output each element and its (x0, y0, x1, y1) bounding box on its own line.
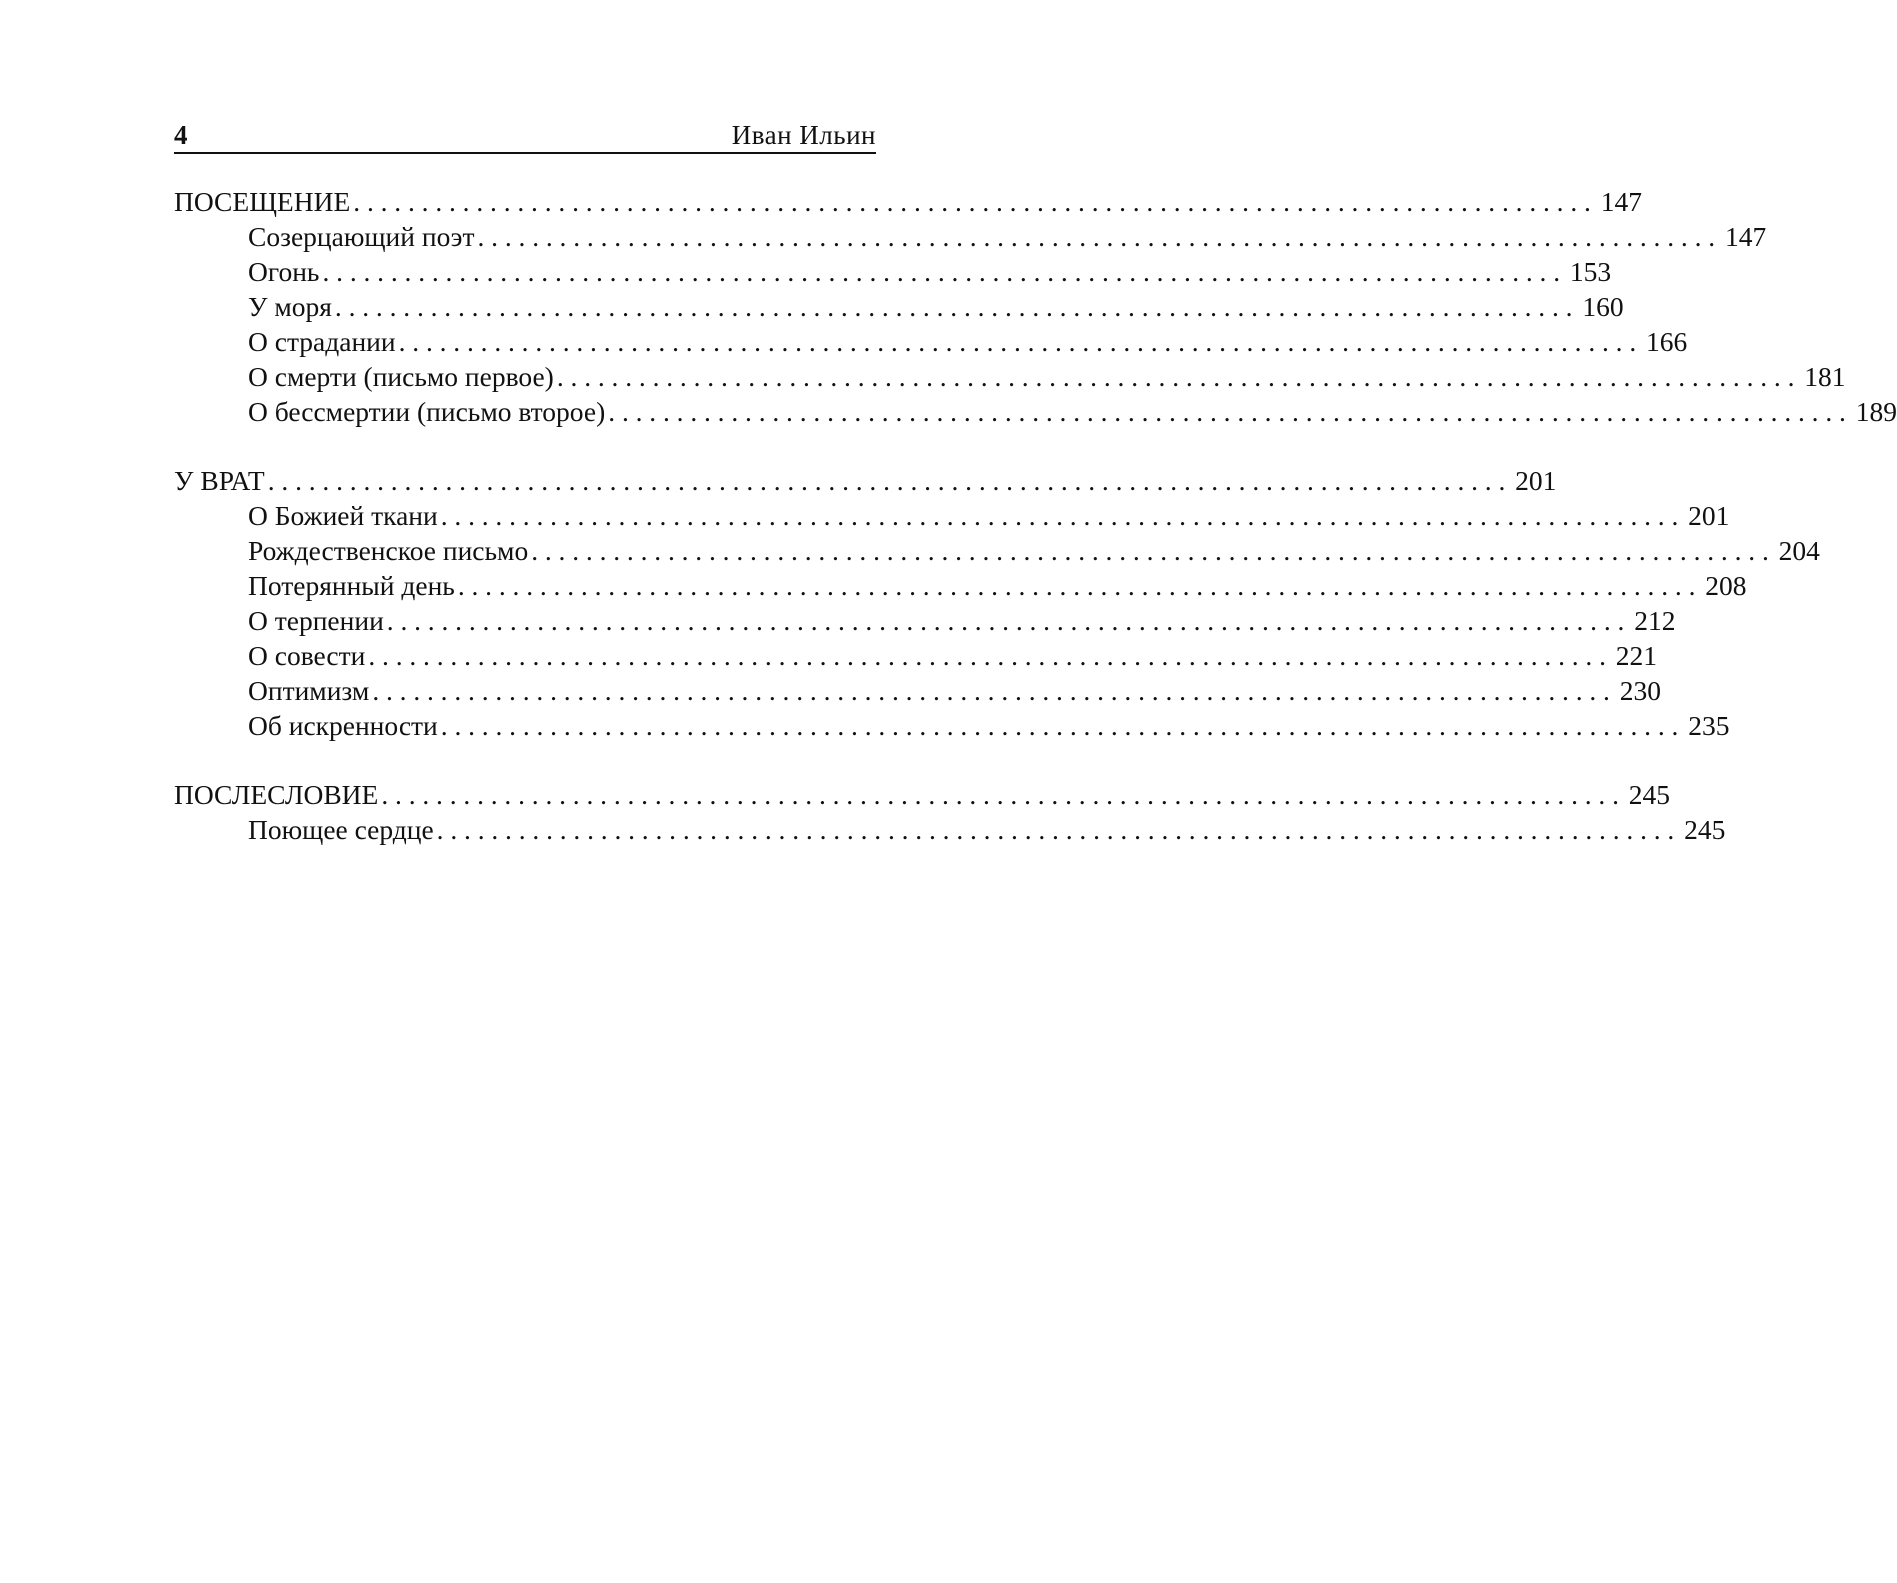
toc-entry-title: Созерцающий поэт (248, 221, 475, 252)
toc-entry (174, 359, 1846, 394)
toc-entry-title: У моря (248, 291, 332, 322)
toc-entry (174, 289, 1624, 324)
toc-entry-page: 204 (1778, 535, 1820, 566)
toc-entry (174, 394, 1897, 429)
toc-entry-title: У ВРАТ (174, 465, 265, 496)
dot-leader: ........................................................................................... (267, 465, 1513, 496)
toc-entry-title: О смерти (письмо первое) (248, 361, 554, 392)
toc-section (174, 463, 1820, 743)
toc-section-heading (174, 777, 1671, 812)
dot-leader: ........................................................................................... (334, 291, 1580, 322)
dot-leader: ........................................................................................... (556, 361, 1802, 392)
toc-entry-page: 245 (1684, 814, 1726, 845)
toc-entry-page: 201 (1515, 465, 1557, 496)
toc-entry-title: ПОСЛЕСЛОВИЕ (174, 779, 379, 810)
toc-entry-page: 201 (1688, 500, 1730, 531)
dot-leader: ........................................................................................... (353, 186, 1598, 217)
page-header (174, 112, 876, 154)
toc-section (174, 777, 1726, 847)
dot-leader: ........................................................................................... (368, 640, 1613, 671)
toc-entry-title: Огонь (248, 256, 320, 287)
toc-entry-title: О бессмертии (письмо второе) (248, 396, 606, 427)
toc-entry (174, 673, 1661, 708)
dot-leader: ........................................................................................... (436, 814, 1682, 845)
toc-entry-title: О страдании (248, 326, 396, 357)
toc-entry-page: 147 (1724, 221, 1767, 252)
toc-entry-page: 212 (1634, 605, 1676, 636)
dot-leader: ........................................................................................... (531, 535, 1776, 566)
toc-entry-title: Рождественское письмо (248, 535, 529, 566)
toc-entry (174, 254, 1612, 289)
toc-entry-page: 166 (1646, 326, 1688, 357)
toc-entry (174, 533, 1820, 568)
dot-leader: ........................................................................................... (440, 500, 1686, 531)
toc-entry-page: 160 (1582, 291, 1624, 322)
toc-entry-page: 147 (1600, 186, 1642, 217)
toc-entry-title: О совести (248, 640, 366, 671)
toc-entry-page: 208 (1705, 570, 1747, 601)
toc-entry-title: Об искренности (248, 710, 438, 741)
toc-entry (174, 812, 1726, 847)
page-number: 4 (174, 120, 188, 150)
toc-section-heading (174, 184, 1642, 219)
toc-entry-title: Потерянный день (248, 570, 455, 601)
dot-leader: ........................................................................................... (372, 675, 1617, 706)
toc-entry-page: 221 (1615, 640, 1658, 671)
dot-leader: ........................................................................................... (386, 605, 1632, 636)
toc-entry (174, 568, 1747, 603)
toc-entry-title: Поющее сердце (248, 814, 434, 845)
dot-leader: ........................................................................................... (457, 570, 1703, 601)
toc-entry-page: 153 (1569, 256, 1612, 287)
toc-entry-page: 235 (1688, 710, 1730, 741)
table-of-contents (174, 184, 1897, 881)
toc-entry (174, 603, 1676, 638)
toc-entry (174, 324, 1688, 359)
dot-leader: ........................................................................................... (477, 221, 1722, 252)
toc-section-heading (174, 463, 1557, 498)
dot-leader: ........................................................................................... (381, 779, 1626, 810)
toc-entry-title: О терпении (248, 605, 384, 636)
toc-section (174, 184, 1897, 429)
toc-entry-title: О Божией ткани (248, 500, 438, 531)
toc-entry (174, 708, 1730, 743)
toc-entry-page: 181 (1804, 361, 1846, 392)
toc-entry-title: ПОСЕЩЕНИЕ (174, 186, 351, 217)
toc-entry (174, 498, 1730, 533)
running-head: Иван Ильин (731, 120, 876, 150)
toc-entry-title: Оптимизм (248, 675, 370, 706)
dot-leader: ........................................................................................... (322, 256, 1567, 287)
toc-entry-page: 230 (1619, 675, 1661, 706)
toc-entry (174, 638, 1658, 673)
toc-entry-page: 245 (1628, 779, 1671, 810)
dot-leader: ........................................................................................... (608, 396, 1853, 427)
toc-entry (174, 219, 1767, 254)
dot-leader: ........................................................................................... (398, 326, 1644, 357)
toc-entry-page: 189 (1855, 396, 1897, 427)
dot-leader: ........................................................................................... (440, 710, 1686, 741)
